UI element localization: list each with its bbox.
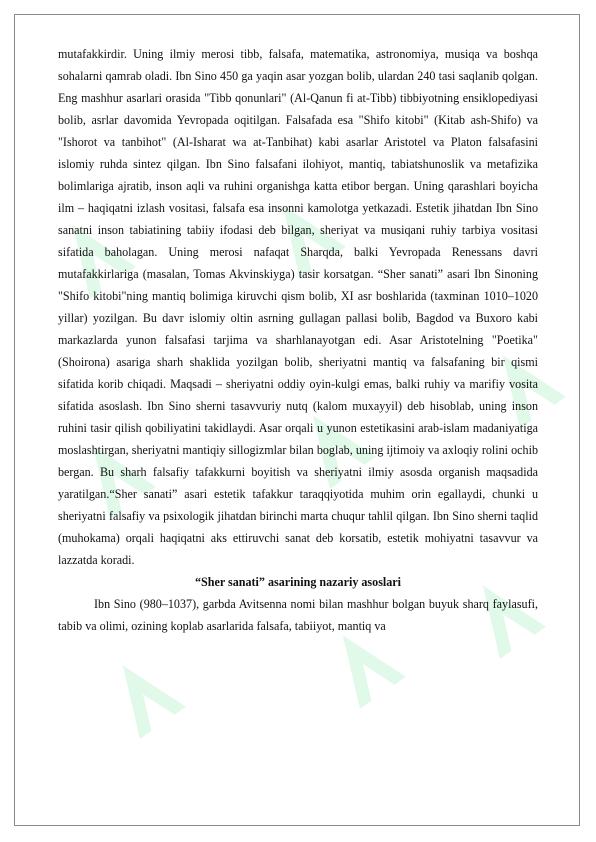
document-body (58, 43, 538, 637)
body-paragraph: Ibn Sino (980–1037), garbda Avitsenna nomi bilan mashhur bolgan buyuk sharq faylasufi, tabib va olimi, ozining koplab asarlarida falsafa, tabiiyot, mantiq va (58, 597, 538, 633)
body-paragraph: mutafakkirdir. Uning ilmiy merosi tibb, falsafa, matematika, astronomiya, musiqa va boshqa sohalarni qamrab oladi. Ibn Sino 450 ga yaqin asar yozgan bolib, ulardan 240 tasi saqlanib qolgan. Eng mashhur asarlari orasida "Tibb qonunlari" (Al-Qanun fi at-Tibb) tibbiyotning ensiklopediyasi bolib, asrlar davomida Yevropada oqitilgan. Falsafada esa "Shifo kitobi" (Kitab ash-Shifo) va "Ishorot va tanbihot" (Al-Isharat wa at-Tanbihat) kabi asarlar Aristotel va Platon falsafasini islomiy ruhda sintez qilgan. Ibn Sino falsafani ilohiyot, mantiq, tabiatshunoslik va metafizika bolimlariga ajratib, inson aqli va ruhini organishga katta etibor bergan. Uning qarashlari boyicha ilm – haqiqatni izlash vositasi, falsafa esa insonni kamolotga yetkazadi. Estetik jihatdan Ibn Sino sanatni inson tabiatining tabiiy ifodasi deb bilgan, sheriyat va musiqani ruhiy tarbiya vositasi sifatida baholagan. Uning merosi nafaqat Sharqda, balki Yevropada Renessans davri mutafakkirlariga (masalan, Tomas Akvinskiyga) tasir korsatgan. “Sher sanati” asari Ibn Sinoning "Shifo kitobi"ning mantiq bolimiga kiruvchi qism bolib, XI asr boshlarida (taxminan 1010–1020 yillar) yozilgan. Bu davr islomiy oltin asrning gullagan pallasi bolib, Bagdod va Buxoro kabi markazlarda yunon falsafasi tarjima va sharhlanayotgan edi. Asar Aristotelning "Poetika" (Shoirona) asariga sharh shaklida yozilgan bolib, sheriyatni mantiq va falsafaning bir qismi sifatida korib chiqadi. Maqsadi – sheriyatni oddiy oyin-kulgi emas, balki ruhiy va marifiy vosita sifatida asoslash. Ibn Sino sherni tasavvuriy nutq (kalom muxayyil) deb hisoblab, uning inson ruhini tasir qilish qobiliyatini takidlaydi. Asar orqali u yunon estetikasini arab-islam madaniyatiga moslashtirgan, sheriyatni mantiqiy sillogizmlar bilan boglab, uning ijtimoiy va axloqiy rolini ochib bergan. Bu sharh falsafiy tafakkurni boyitish va sheriyatni ilmiy asosda organish maqsadida yaratilgan.“Sher sanati” asari estetik tafakkur taraqqiyotida muhim orin egallaydi, chunki u sheriyatni falsafiy va psixologik jihatdan birinchi marta chuqur tahlil qilgan. Ibn Sino sherni taqlid (muhokama) orqali haqiqatni aks ettiruvchi sanat deb korsatib, estetik mohiyatni tasavvur va lazzatda koradi. (58, 47, 538, 567)
section-heading: “Sher sanati” asarining nazariy asoslari (194, 575, 402, 589)
